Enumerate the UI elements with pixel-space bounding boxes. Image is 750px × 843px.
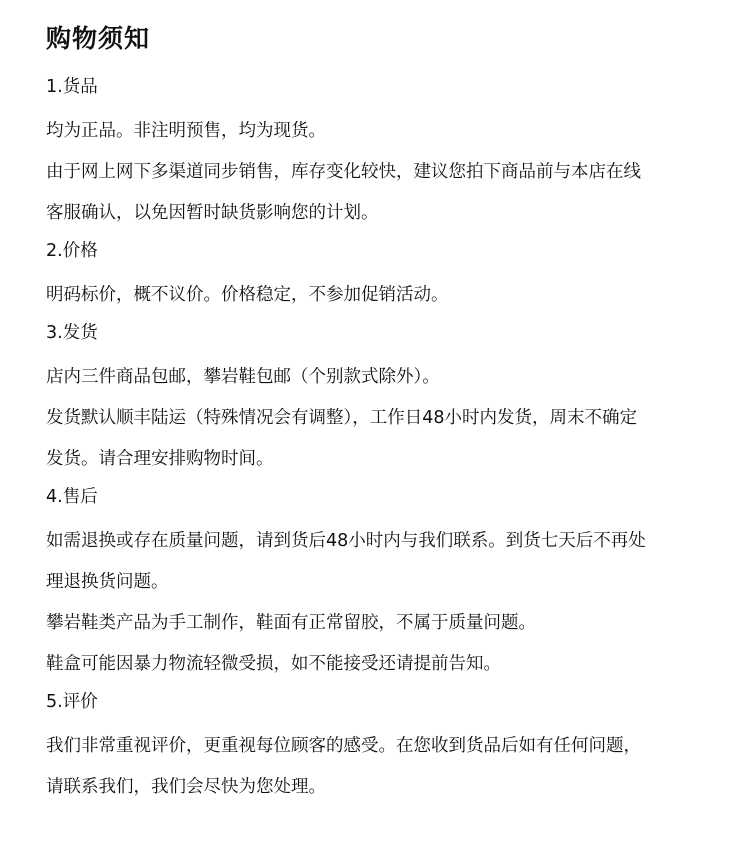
section-heading: 5.评价 (46, 692, 98, 712)
section-shipping (46, 316, 716, 480)
paragraph-line: 理退换货问题。 (46, 572, 169, 592)
shopping-notice (46, 22, 716, 808)
paragraph-line: 鞋盒可能因暴力物流轻微受损，如不能接受还请提前告知。 (46, 654, 501, 674)
paragraph-line: 请联系我们，我们会尽快为您处理。 (46, 777, 326, 797)
section-review (46, 685, 716, 808)
paragraph-line: 客服确认，以免因暂时缺货影响您的计划。 (46, 203, 379, 223)
page-title: 购物须知 (46, 24, 151, 53)
paragraph-line: 攀岩鞋类产品为手工制作，鞋面有正常留胶，不属于质量问题。 (46, 613, 536, 633)
section-heading: 4.售后 (46, 487, 98, 507)
paragraph-line: 均为正品。非注明预售，均为现货。 (46, 121, 326, 141)
paragraph-line: 我们非常重视评价，更重视每位顾客的感受。在您收到货品后如有任何问题， (46, 736, 641, 756)
paragraph-line: 店内三件商品包邮，攀岩鞋包邮（个别款式除外）。 (46, 367, 440, 387)
paragraph-line: 由于网上网下多渠道同步销售，库存变化较快，建议您拍下商品前与本店在线 (46, 162, 641, 182)
paragraph-line: 发货默认顺丰陆运（特殊情况会有调整），工作日48小时内发货，周末不确定 (46, 408, 638, 428)
section-heading: 2.价格 (46, 241, 98, 261)
paragraph-line: 发货。请合理安排购物时间。 (46, 449, 274, 469)
section-after-sales (46, 480, 716, 685)
section-heading: 1.货品 (46, 77, 98, 97)
section-price (46, 234, 716, 316)
section-goods (46, 70, 716, 234)
paragraph-line: 明码标价，概不议价。价格稳定，不参加促销活动。 (46, 285, 449, 305)
section-heading: 3.发货 (46, 323, 98, 343)
paragraph-line: 如需退换或存在质量问题，请到货后48小时内与我们联系。到货七天后不再处 (46, 531, 646, 551)
